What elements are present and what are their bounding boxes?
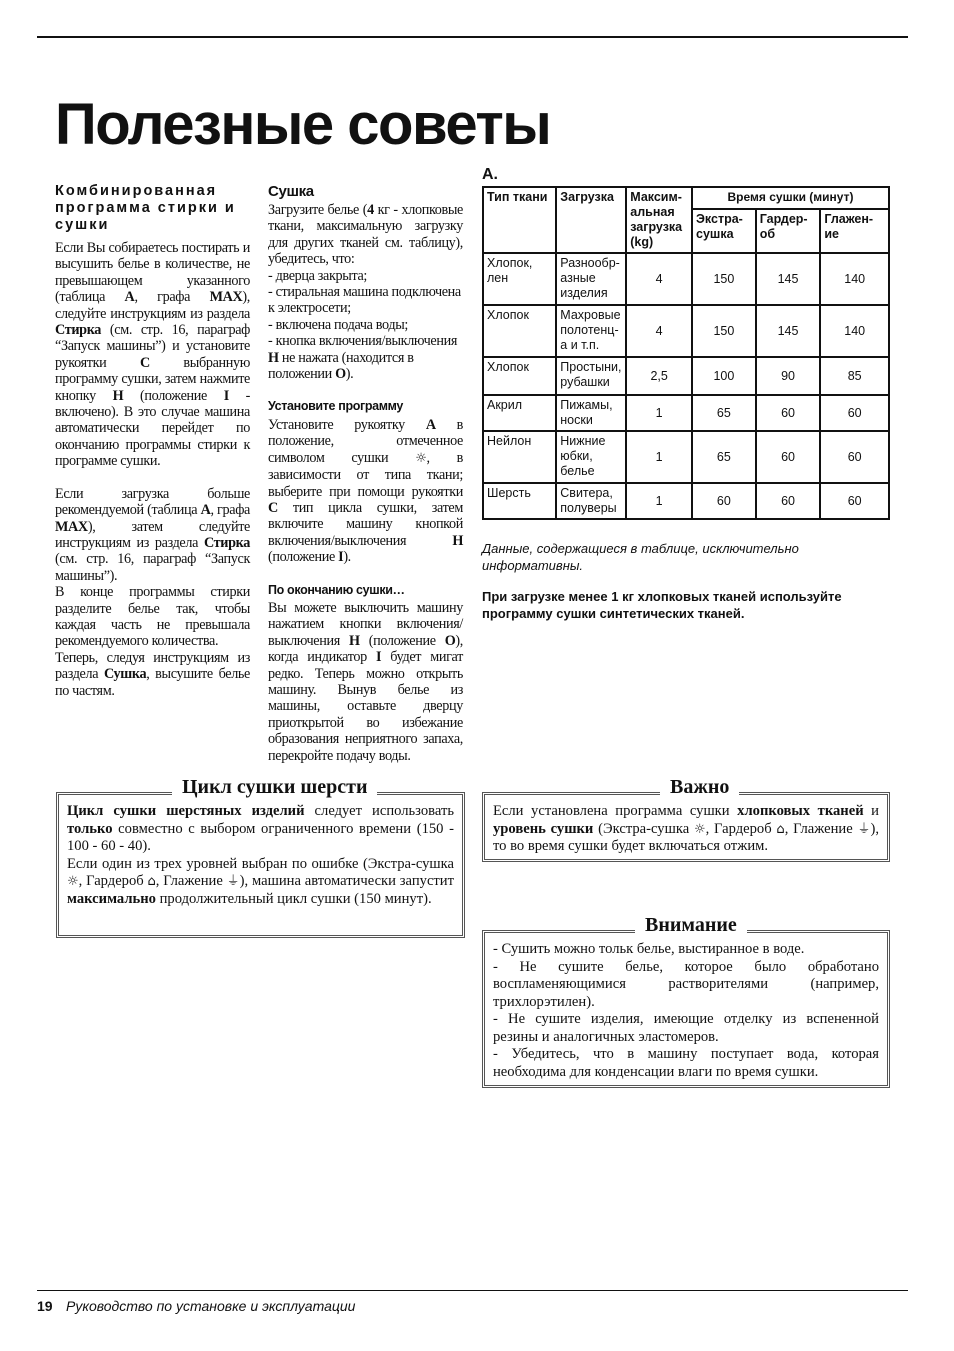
cell-wardrobe: 145 <box>756 253 821 305</box>
paragraph <box>268 202 463 268</box>
text: - кнопка включения/выключения <box>268 333 458 350</box>
attention-list <box>493 941 879 1081</box>
cell-fabric: Хлопок <box>483 357 556 395</box>
bold-text: хлопковых тканей <box>737 803 864 819</box>
bold-text: H <box>268 349 279 366</box>
table-row <box>483 483 889 519</box>
paragraph <box>268 417 463 566</box>
table-row <box>483 253 889 305</box>
text: , в зависимости от типа ткани; выберите при помощи рукоятки <box>268 449 463 500</box>
wool-cycle-box <box>56 776 465 938</box>
text: ), затем следуйте инструкциям из раздела <box>55 518 250 551</box>
text: Установите рукоятку <box>268 416 426 433</box>
cell-max: 1 <box>626 431 692 483</box>
important-box <box>482 776 890 862</box>
bold-text: C <box>139 354 150 371</box>
text: Вы можете выключить машину нажатием кнопки включения/выключения <box>268 599 463 649</box>
subheading-end-of-drying: По окончанию сушки… <box>268 582 405 597</box>
cell-iron: 60 <box>820 483 889 519</box>
paragraph <box>55 240 250 470</box>
text: (положение <box>359 632 445 649</box>
section-heading-combined: Комбинированная программа стирки и сушки <box>55 183 236 233</box>
cell-fabric: Акрил <box>483 395 556 431</box>
paragraph <box>493 803 879 856</box>
header-fabric: Тип ткани <box>483 187 556 253</box>
bold-text: I <box>376 649 382 666</box>
text: в положение, отмеченное символом сушки <box>268 416 463 466</box>
cell-extra: 150 <box>692 253 756 305</box>
cell-wardrobe: 60 <box>756 395 821 431</box>
text: , высушите белье по частям. <box>55 666 250 699</box>
cell-max: 4 <box>626 305 692 357</box>
column-drying <box>268 183 463 764</box>
text: (положение <box>123 387 224 404</box>
box-title-attention: Внимание <box>635 917 747 935</box>
bold-text: уровень сушки <box>493 820 594 837</box>
text: ), следуйте инструкциям из раздела <box>55 289 250 322</box>
checklist-item <box>268 284 463 317</box>
bold-text: Сушка <box>103 666 147 683</box>
text: Если Вы собираетесь постирать и высушить белье в количестве, не превышающем указанного (таблица <box>55 240 250 306</box>
dry-level-icon: ☼ <box>67 874 79 889</box>
cell-load: Свитера, полуверы <box>556 483 626 519</box>
text: не нажата (находится в положении <box>268 349 414 383</box>
attention-item: - Убедитесь, что в машину поступает вода, которая необходима для конденсации влаги по время сушки. <box>493 1046 879 1080</box>
cell-load: Простыни, рубашки <box>556 357 626 395</box>
text: Загрузите белье ( <box>268 202 368 218</box>
dry-level-icon: ☼ <box>415 450 427 466</box>
text: , графа <box>134 289 210 306</box>
table-row <box>483 305 889 357</box>
cell-load: Разнообр-азные изделия <box>556 253 626 305</box>
bold-text: C <box>268 499 278 516</box>
cell-load: Махровые полотенц-а и т.п. <box>556 305 626 357</box>
paragraph <box>268 600 463 764</box>
bold-text: MAX <box>55 518 88 535</box>
text: Если установлена программа сушки <box>493 803 738 819</box>
cell-max: 4 <box>626 253 692 305</box>
text: (см. стр. 16, параграф “Запуск машины”). <box>55 551 250 584</box>
cell-wardrobe: 60 <box>756 483 821 519</box>
text: (см. стр. 16, параграф “Запуск машины”) и установите рукоятки <box>55 322 250 371</box>
cell-fabric: Нейлон <box>483 431 556 483</box>
column-combined-program <box>55 183 250 699</box>
table-row <box>483 357 889 395</box>
dry-level-icon: ⌂ <box>147 874 156 889</box>
page-title: Полезные советы <box>55 92 551 157</box>
bold-text: H <box>452 532 463 549</box>
cell-fabric: Хлопок, лен <box>483 253 556 305</box>
text: (Экстра-сушка <box>593 820 694 837</box>
text: ). <box>343 549 351 566</box>
dry-level-icon: ⏚ <box>857 821 871 837</box>
cell-iron: 85 <box>820 357 889 395</box>
cell-extra: 60 <box>692 483 756 519</box>
text: (положение <box>268 549 339 566</box>
bold-text: H <box>112 387 124 404</box>
dry-level-icon: ⏚ <box>226 874 240 889</box>
bold-text: O <box>444 632 456 649</box>
text: продолжительный цикл сушки (150 минут). <box>155 890 432 907</box>
text: и <box>863 803 879 819</box>
bold-text: MAX <box>209 289 243 306</box>
paragraph <box>55 650 250 699</box>
text: - стиральная машина подключена к электросети; <box>268 284 461 317</box>
text: будет мигат редко. Теперь можно открыть машину. Вынув белье из машины, оставьте дверцу приоткрытой во избежание образования неприятного запаха, перекройте подачу воды. <box>268 649 463 764</box>
cell-extra: 65 <box>692 431 756 483</box>
checklist-item <box>268 317 463 333</box>
text: Если один из трех уровней выбран по ошибке (Экстра-сушка <box>67 855 454 872</box>
cell-extra: 65 <box>692 395 756 431</box>
text: ), машина автоматически запустит <box>239 873 454 889</box>
bold-text: I <box>223 387 229 404</box>
paragraph <box>67 856 454 909</box>
attention-box <box>482 914 890 1088</box>
table-label: A. <box>482 166 498 183</box>
table-row <box>483 431 889 483</box>
bold-text: H <box>348 632 360 649</box>
header-max-load: Максим-альная загрузка (kg) <box>626 187 692 253</box>
bold-text: Стирка <box>55 322 102 339</box>
checklist <box>268 268 463 383</box>
text: , Гардероб <box>705 820 777 837</box>
paragraph <box>55 486 250 584</box>
header-wardrobe: Гардер-об <box>756 209 821 253</box>
bold-text: только <box>67 820 113 837</box>
table-warning: При загрузке менее 1 кг хлопковых тканей используйте программу сушки синтетических тканей. <box>482 589 842 621</box>
bold-text: Цикл сушки шерстяных изделий <box>67 803 305 819</box>
bottom-rule <box>37 1290 908 1291</box>
text: , Глажение <box>155 873 227 889</box>
attention-item: - Сушить можно тольк белье, выстиранное в воде. <box>493 941 805 957</box>
dry-level-icon: ☼ <box>693 821 706 837</box>
header-iron: Глажен-ие <box>820 209 889 253</box>
text: ). <box>345 366 354 383</box>
cell-load: Пижамы, носки <box>556 395 626 431</box>
cell-wardrobe: 90 <box>756 357 821 395</box>
checklist-item <box>268 268 463 284</box>
bold-text: 4 <box>367 202 374 218</box>
section-heading-drying: Сушка <box>268 183 314 200</box>
text: ), когда индикатор <box>268 632 463 666</box>
text: Если загрузка больше рекомендуемой (таблица <box>55 485 250 519</box>
text: совместно с выбором ограниченного времени (150 - 100 - 60 - 40). <box>67 820 454 854</box>
bold-text: A <box>124 289 135 306</box>
table-row <box>483 395 889 431</box>
text: - включено). В это случае машина автоматически перейдет по окончанию программы стирки к программе сушки. <box>55 387 250 470</box>
cell-wardrobe: 60 <box>756 431 821 483</box>
cell-max: 2,5 <box>626 357 692 395</box>
cell-fabric: Хлопок <box>483 305 556 357</box>
paragraph <box>67 803 454 856</box>
header-drying-time: Время сушки (минут) <box>692 187 889 209</box>
text: - дверца закрыта; <box>268 267 368 284</box>
dry-level-icon: ⌂ <box>776 821 785 837</box>
attention-item: - Не сушите изделия, имеющие отделку из вспененной резины и аналогичных эластомеров. <box>493 1011 879 1045</box>
page-number: 19 <box>37 1298 53 1314</box>
subheading-set-program: Установите программу <box>268 399 404 414</box>
text: - включена подача воды; <box>268 316 409 333</box>
text: кг - хлопковые ткани, максимальную загрузку для других тканей см. таблицу), убедитесь, что: <box>268 202 464 268</box>
cell-wardrobe: 145 <box>756 305 821 357</box>
bold-text: O <box>335 366 346 383</box>
bold-text: I <box>338 549 344 566</box>
cell-max: 1 <box>626 395 692 431</box>
box-title-wool: Цикл сушки шерсти <box>172 779 377 797</box>
paragraph: В конце программы стирки разделите белье так, чтобы каждая часть не превышала рекомендуемого количества. <box>55 584 250 650</box>
text: Теперь, следуя инструкциям из раздела <box>55 649 250 683</box>
cell-load: Нижние юбки, белье <box>556 431 626 483</box>
drying-time-table <box>482 186 890 520</box>
cell-iron: 60 <box>820 431 889 483</box>
cell-iron: 60 <box>820 395 889 431</box>
box-title-important: Важно <box>660 779 739 797</box>
text: , Глажение <box>784 820 858 837</box>
bold-text: A <box>200 502 211 519</box>
text: следует использовать <box>304 803 454 819</box>
top-rule <box>37 36 908 38</box>
bold-text: максимально <box>67 890 156 907</box>
text: , графа <box>210 502 250 519</box>
cell-extra: 100 <box>692 357 756 395</box>
cell-extra: 150 <box>692 305 756 357</box>
table-note: Данные, содержащиеся в таблице, исключительно информативны. <box>482 541 799 573</box>
cell-iron: 140 <box>820 253 889 305</box>
cell-fabric: Шерсть <box>483 483 556 519</box>
bold-text: Стирка <box>203 534 250 551</box>
checklist-item <box>268 333 463 382</box>
footer-title: Руководство по установке и эксплуатации <box>66 1298 356 1314</box>
cell-max: 1 <box>626 483 692 519</box>
cell-iron: 140 <box>820 305 889 357</box>
text: тип цикла сушки, затем включите машину кнопкой включения/выключения <box>268 499 463 549</box>
text: выбранную программу сушки, затем нажмите кнопку <box>55 354 250 404</box>
attention-item: - Не сушите белье, которое было обработано воспламеняющимися растворителями (например, трихлорэтилен). <box>493 958 879 1010</box>
text: ), то во время сушки будет включаться отжим. <box>493 820 879 854</box>
header-load: Загрузка <box>556 187 626 253</box>
header-extra-dry: Экстра-сушка <box>692 209 756 253</box>
text: , Гардероб <box>78 873 148 889</box>
bold-text: A <box>425 416 436 433</box>
